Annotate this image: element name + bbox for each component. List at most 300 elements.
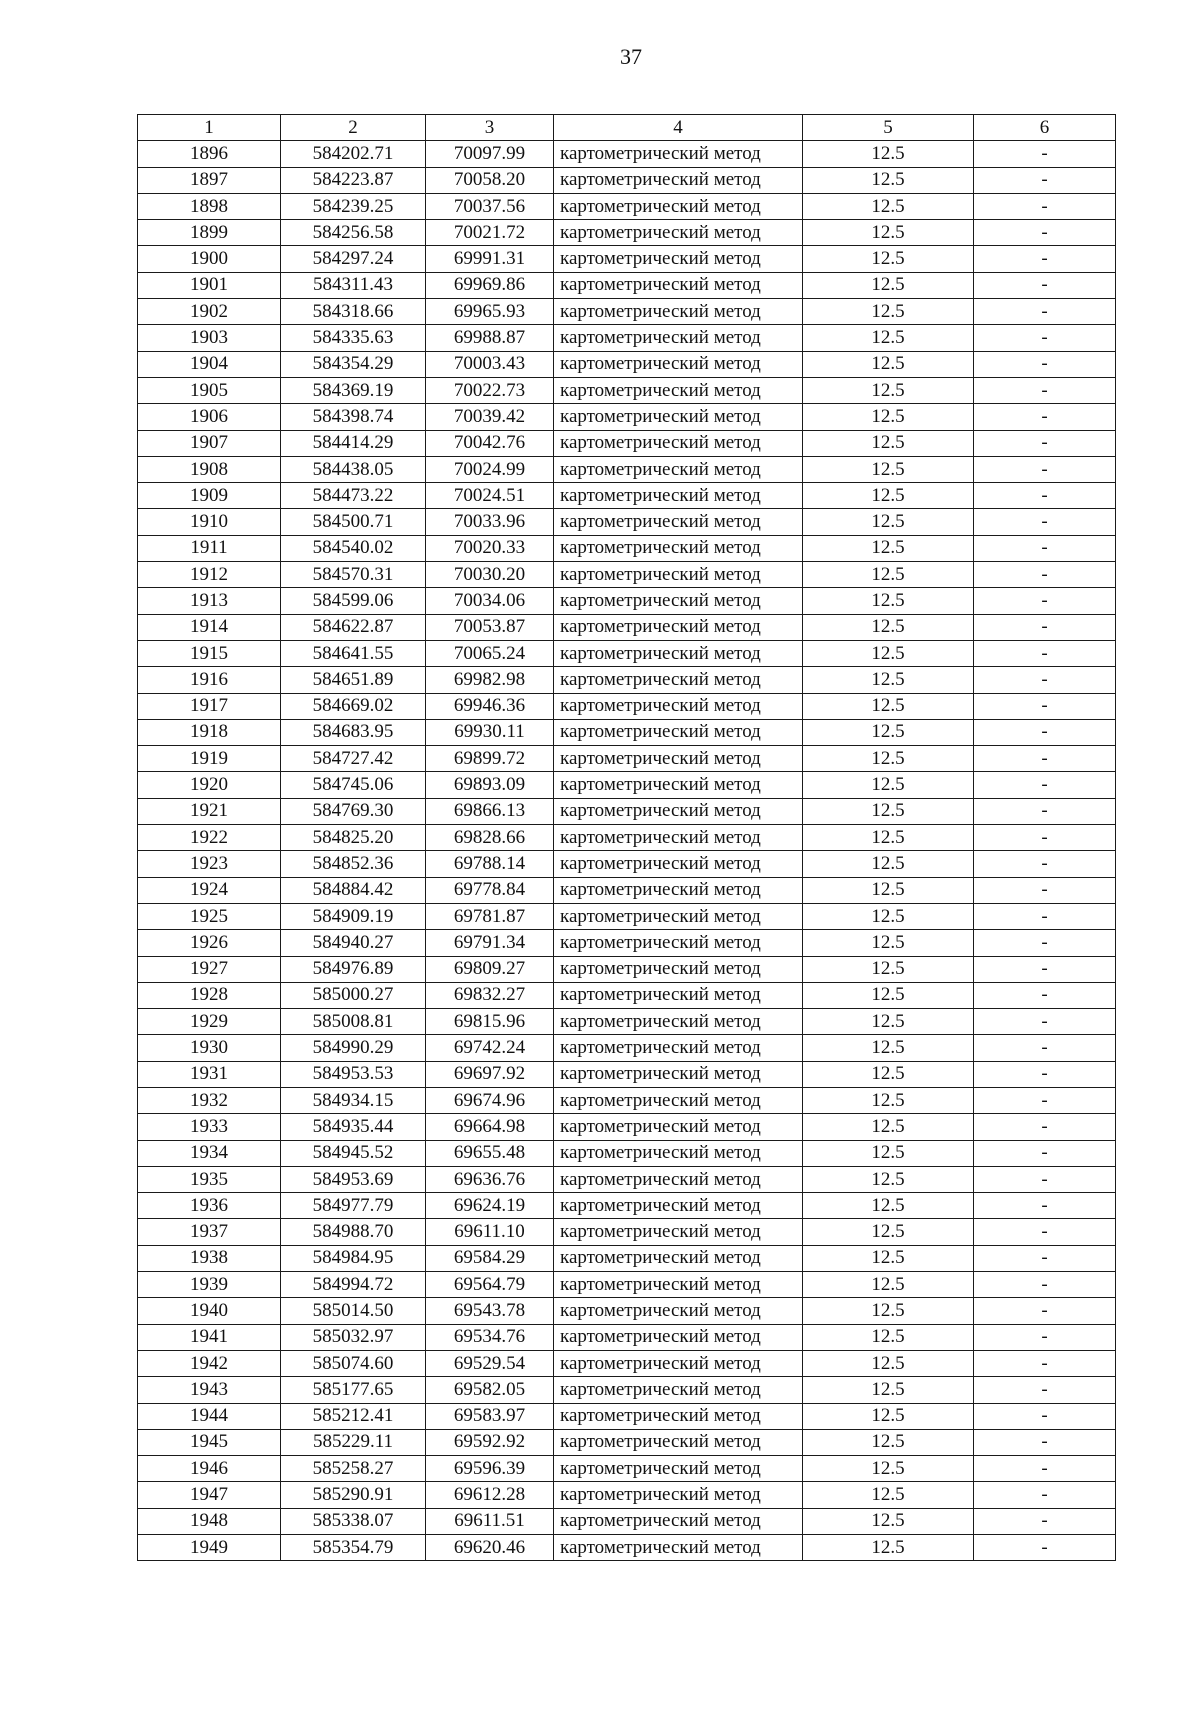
note-cell: - [974,509,1116,535]
note-cell: - [974,1061,1116,1087]
accuracy-cell: 12.5 [803,1009,974,1035]
y-coordinate-cell: 69899.72 [426,746,554,772]
accuracy-cell: 12.5 [803,509,974,535]
method-cell: картометрический метод [554,1245,803,1271]
method-cell: картометрический метод [554,1009,803,1035]
x-coordinate-cell: 585290.91 [281,1482,426,1508]
point-number-cell: 1916 [138,667,281,693]
note-cell: - [974,956,1116,982]
x-coordinate-cell: 584256.58 [281,220,426,246]
x-coordinate-cell: 584683.95 [281,719,426,745]
x-coordinate-cell: 584438.05 [281,456,426,482]
point-number-cell: 1949 [138,1535,281,1561]
note-cell: - [974,719,1116,745]
method-cell: картометрический метод [554,1482,803,1508]
point-number-cell: 1909 [138,483,281,509]
y-coordinate-cell: 70024.51 [426,483,554,509]
method-cell: картометрический метод [554,246,803,272]
accuracy-cell: 12.5 [803,272,974,298]
method-cell: картометрический метод [554,325,803,351]
point-number-cell: 1924 [138,877,281,903]
accuracy-cell: 12.5 [803,351,974,377]
x-coordinate-cell: 585354.79 [281,1535,426,1561]
point-number-cell: 1944 [138,1403,281,1429]
point-number-cell: 1938 [138,1245,281,1271]
table-row [138,456,1116,482]
note-cell: - [974,1508,1116,1534]
accuracy-cell: 12.5 [803,1350,974,1376]
method-cell: картометрический метод [554,1298,803,1324]
table-row [138,377,1116,403]
table-row [138,693,1116,719]
note-cell: - [974,1377,1116,1403]
x-coordinate-cell: 584935.44 [281,1114,426,1140]
y-coordinate-cell: 69655.48 [426,1140,554,1166]
point-number-cell: 1946 [138,1456,281,1482]
table-row [138,1166,1116,1192]
y-coordinate-cell: 69778.84 [426,877,554,903]
y-coordinate-cell: 70042.76 [426,430,554,456]
y-coordinate-cell: 70037.56 [426,193,554,219]
method-cell: картометрический метод [554,667,803,693]
table-row [138,851,1116,877]
point-number-cell: 1925 [138,903,281,929]
note-cell: - [974,1272,1116,1298]
table-row [138,220,1116,246]
y-coordinate-cell: 70034.06 [426,588,554,614]
method-cell: картометрический метод [554,1087,803,1113]
x-coordinate-cell: 584297.24 [281,246,426,272]
accuracy-cell: 12.5 [803,483,974,509]
note-cell: - [974,404,1116,430]
point-number-cell: 1913 [138,588,281,614]
x-coordinate-cell: 584669.02 [281,693,426,719]
x-coordinate-cell: 584500.71 [281,509,426,535]
point-number-cell: 1911 [138,535,281,561]
note-cell: - [974,1350,1116,1376]
table-row [138,1350,1116,1376]
table-row [138,588,1116,614]
x-coordinate-cell: 584641.55 [281,640,426,666]
accuracy-cell: 12.5 [803,1193,974,1219]
note-cell: - [974,772,1116,798]
accuracy-cell: 12.5 [803,1166,974,1192]
accuracy-cell: 12.5 [803,1061,974,1087]
y-coordinate-cell: 69791.34 [426,930,554,956]
point-number-cell: 1936 [138,1193,281,1219]
method-cell: картометрический метод [554,798,803,824]
point-number-cell: 1921 [138,798,281,824]
y-coordinate-cell: 69946.36 [426,693,554,719]
table-row [138,404,1116,430]
method-cell: картометрический метод [554,1508,803,1534]
point-number-cell: 1942 [138,1350,281,1376]
x-coordinate-cell: 584223.87 [281,167,426,193]
note-cell: - [974,1035,1116,1061]
x-coordinate-cell: 584769.30 [281,798,426,824]
accuracy-cell: 12.5 [803,220,974,246]
note-cell: - [974,272,1116,298]
accuracy-cell: 12.5 [803,667,974,693]
y-coordinate-cell: 69596.39 [426,1456,554,1482]
method-cell: картометрический метод [554,693,803,719]
y-coordinate-cell: 69788.14 [426,851,554,877]
point-number-cell: 1901 [138,272,281,298]
point-number-cell: 1905 [138,377,281,403]
y-coordinate-cell: 69697.92 [426,1061,554,1087]
y-coordinate-cell: 69564.79 [426,1272,554,1298]
point-number-cell: 1933 [138,1114,281,1140]
method-cell: картометрический метод [554,167,803,193]
point-number-cell: 1940 [138,1298,281,1324]
point-number-cell: 1931 [138,1061,281,1087]
x-coordinate-cell: 584994.72 [281,1272,426,1298]
point-number-cell: 1945 [138,1429,281,1455]
point-number-cell: 1898 [138,193,281,219]
accuracy-cell: 12.5 [803,851,974,877]
note-cell: - [974,746,1116,772]
x-coordinate-cell: 584599.06 [281,588,426,614]
table-row [138,1245,1116,1271]
accuracy-cell: 12.5 [803,1087,974,1113]
note-cell: - [974,903,1116,929]
point-number-cell: 1923 [138,851,281,877]
point-number-cell: 1927 [138,956,281,982]
table-row [138,1061,1116,1087]
method-cell: картометрический метод [554,1456,803,1482]
method-cell: картометрический метод [554,588,803,614]
accuracy-cell: 12.5 [803,404,974,430]
x-coordinate-cell: 584953.53 [281,1061,426,1087]
x-coordinate-cell: 585014.50 [281,1298,426,1324]
x-coordinate-cell: 584318.66 [281,299,426,325]
point-number-cell: 1918 [138,719,281,745]
x-coordinate-cell: 585074.60 [281,1350,426,1376]
method-cell: картометрический метод [554,1535,803,1561]
accuracy-cell: 12.5 [803,614,974,640]
y-coordinate-cell: 69815.96 [426,1009,554,1035]
method-cell: картометрический метод [554,877,803,903]
point-number-cell: 1943 [138,1377,281,1403]
table-row [138,430,1116,456]
point-number-cell: 1904 [138,351,281,377]
method-cell: картометрический метод [554,930,803,956]
point-number-cell: 1906 [138,404,281,430]
accuracy-cell: 12.5 [803,1298,974,1324]
method-cell: картометрический метод [554,903,803,929]
point-number-cell: 1896 [138,141,281,167]
x-coordinate-cell: 584953.69 [281,1166,426,1192]
accuracy-cell: 12.5 [803,956,974,982]
accuracy-cell: 12.5 [803,535,974,561]
table-row [138,1324,1116,1350]
accuracy-cell: 12.5 [803,1535,974,1561]
x-coordinate-cell: 584934.15 [281,1087,426,1113]
note-cell: - [974,614,1116,640]
accuracy-cell: 12.5 [803,588,974,614]
y-coordinate-cell: 69624.19 [426,1193,554,1219]
x-coordinate-cell: 584988.70 [281,1219,426,1245]
method-cell: картометрический метод [554,956,803,982]
method-cell: картометрический метод [554,1114,803,1140]
y-coordinate-cell: 69582.05 [426,1377,554,1403]
accuracy-cell: 12.5 [803,377,974,403]
note-cell: - [974,1456,1116,1482]
accuracy-cell: 12.5 [803,1219,974,1245]
header-cell: 2 [281,115,426,141]
table-row [138,1087,1116,1113]
note-cell: - [974,246,1116,272]
table-row [138,1035,1116,1061]
method-cell: картометрический метод [554,351,803,377]
point-number-cell: 1897 [138,167,281,193]
table-row [138,141,1116,167]
point-number-cell: 1935 [138,1166,281,1192]
note-cell: - [974,351,1116,377]
note-cell: - [974,1535,1116,1561]
x-coordinate-cell: 584414.29 [281,430,426,456]
note-cell: - [974,588,1116,614]
method-cell: картометрический метод [554,509,803,535]
accuracy-cell: 12.5 [803,1245,974,1271]
accuracy-cell: 12.5 [803,693,974,719]
x-coordinate-cell: 584884.42 [281,877,426,903]
method-cell: картометрический метод [554,299,803,325]
note-cell: - [974,693,1116,719]
y-coordinate-cell: 69991.31 [426,246,554,272]
note-cell: - [974,667,1116,693]
accuracy-cell: 12.5 [803,1456,974,1482]
y-coordinate-cell: 70097.99 [426,141,554,167]
point-number-cell: 1930 [138,1035,281,1061]
header-cell: 3 [426,115,554,141]
table-row [138,667,1116,693]
note-cell: - [974,798,1116,824]
method-cell: картометрический метод [554,272,803,298]
table-row [138,930,1116,956]
table-body [138,141,1116,1561]
y-coordinate-cell: 70022.73 [426,377,554,403]
point-number-cell: 1899 [138,220,281,246]
y-coordinate-cell: 69664.98 [426,1114,554,1140]
table-row [138,1140,1116,1166]
header-row [138,115,1116,141]
table-row [138,825,1116,851]
table-row [138,1298,1116,1324]
note-cell: - [974,193,1116,219]
accuracy-cell: 12.5 [803,640,974,666]
note-cell: - [974,640,1116,666]
point-number-cell: 1903 [138,325,281,351]
point-number-cell: 1914 [138,614,281,640]
page-number: 37 [620,44,642,69]
x-coordinate-cell: 585000.27 [281,982,426,1008]
method-cell: картометрический метод [554,772,803,798]
table-row [138,903,1116,929]
table-row [138,1114,1116,1140]
method-cell: картометрический метод [554,193,803,219]
note-cell: - [974,1245,1116,1271]
accuracy-cell: 12.5 [803,1403,974,1429]
table-row [138,1482,1116,1508]
point-number-cell: 1926 [138,930,281,956]
y-coordinate-cell: 70003.43 [426,351,554,377]
x-coordinate-cell: 584852.36 [281,851,426,877]
method-cell: картометрический метод [554,1272,803,1298]
y-coordinate-cell: 69893.09 [426,772,554,798]
x-coordinate-cell: 584651.89 [281,667,426,693]
accuracy-cell: 12.5 [803,193,974,219]
note-cell: - [974,1403,1116,1429]
accuracy-cell: 12.5 [803,772,974,798]
accuracy-cell: 12.5 [803,141,974,167]
note-cell: - [974,1324,1116,1350]
point-number-cell: 1934 [138,1140,281,1166]
accuracy-cell: 12.5 [803,903,974,929]
method-cell: картометрический метод [554,430,803,456]
table-row [138,1535,1116,1561]
table-row [138,1508,1116,1534]
point-number-cell: 1947 [138,1482,281,1508]
note-cell: - [974,562,1116,588]
note-cell: - [974,141,1116,167]
point-number-cell: 1948 [138,1508,281,1534]
y-coordinate-cell: 69611.51 [426,1508,554,1534]
point-number-cell: 1910 [138,509,281,535]
y-coordinate-cell: 70033.96 [426,509,554,535]
accuracy-cell: 12.5 [803,1482,974,1508]
table-row [138,246,1116,272]
y-coordinate-cell: 69612.28 [426,1482,554,1508]
point-number-cell: 1917 [138,693,281,719]
x-coordinate-cell: 584239.25 [281,193,426,219]
table-row [138,877,1116,903]
x-coordinate-cell: 584727.42 [281,746,426,772]
method-cell: картометрический метод [554,719,803,745]
note-cell: - [974,1298,1116,1324]
y-coordinate-cell: 70030.20 [426,562,554,588]
note-cell: - [974,167,1116,193]
table-row [138,640,1116,666]
point-number-cell: 1915 [138,640,281,666]
accuracy-cell: 12.5 [803,719,974,745]
y-coordinate-cell: 69969.86 [426,272,554,298]
x-coordinate-cell: 584976.89 [281,956,426,982]
x-coordinate-cell: 584354.29 [281,351,426,377]
note-cell: - [974,982,1116,1008]
note-cell: - [974,377,1116,403]
note-cell: - [974,483,1116,509]
accuracy-cell: 12.5 [803,1140,974,1166]
y-coordinate-cell: 70053.87 [426,614,554,640]
y-coordinate-cell: 70039.42 [426,404,554,430]
table-row [138,956,1116,982]
y-coordinate-cell: 69529.54 [426,1350,554,1376]
point-number-cell: 1937 [138,1219,281,1245]
y-coordinate-cell: 69583.97 [426,1403,554,1429]
accuracy-cell: 12.5 [803,1114,974,1140]
table-row [138,772,1116,798]
method-cell: картометрический метод [554,1350,803,1376]
y-coordinate-cell: 69781.87 [426,903,554,929]
table-row [138,562,1116,588]
point-number-cell: 1919 [138,746,281,772]
method-cell: картометрический метод [554,1166,803,1192]
point-number-cell: 1912 [138,562,281,588]
table-row [138,614,1116,640]
method-cell: картометрический метод [554,141,803,167]
method-cell: картометрический метод [554,851,803,877]
note-cell: - [974,825,1116,851]
accuracy-cell: 12.5 [803,167,974,193]
accuracy-cell: 12.5 [803,456,974,482]
x-coordinate-cell: 585212.41 [281,1403,426,1429]
table-row [138,1219,1116,1245]
x-coordinate-cell: 585338.07 [281,1508,426,1534]
note-cell: - [974,325,1116,351]
y-coordinate-cell: 69674.96 [426,1087,554,1113]
y-coordinate-cell: 70021.72 [426,220,554,246]
note-cell: - [974,1166,1116,1192]
point-number-cell: 1900 [138,246,281,272]
table-row [138,1193,1116,1219]
accuracy-cell: 12.5 [803,1508,974,1534]
y-coordinate-cell: 70020.33 [426,535,554,561]
point-number-cell: 1907 [138,430,281,456]
method-cell: картометрический метод [554,220,803,246]
x-coordinate-cell: 584540.02 [281,535,426,561]
x-coordinate-cell: 584984.95 [281,1245,426,1271]
note-cell: - [974,299,1116,325]
y-coordinate-cell: 69965.93 [426,299,554,325]
x-coordinate-cell: 585032.97 [281,1324,426,1350]
method-cell: картометрический метод [554,562,803,588]
note-cell: - [974,456,1116,482]
note-cell: - [974,1114,1116,1140]
accuracy-cell: 12.5 [803,798,974,824]
method-cell: картометрический метод [554,982,803,1008]
x-coordinate-cell: 584940.27 [281,930,426,956]
accuracy-cell: 12.5 [803,299,974,325]
method-cell: картометрический метод [554,1429,803,1455]
header-cell: 6 [974,115,1116,141]
method-cell: картометрический метод [554,535,803,561]
y-coordinate-cell: 69543.78 [426,1298,554,1324]
y-coordinate-cell: 69866.13 [426,798,554,824]
accuracy-cell: 12.5 [803,746,974,772]
accuracy-cell: 12.5 [803,1035,974,1061]
accuracy-cell: 12.5 [803,825,974,851]
method-cell: картометрический метод [554,1140,803,1166]
table-row [138,746,1116,772]
method-cell: картометрический метод [554,614,803,640]
note-cell: - [974,851,1116,877]
table-row [138,483,1116,509]
method-cell: картометрический метод [554,825,803,851]
x-coordinate-cell: 584945.52 [281,1140,426,1166]
method-cell: картометрический метод [554,746,803,772]
table-row [138,1272,1116,1298]
x-coordinate-cell: 584909.19 [281,903,426,929]
note-cell: - [974,930,1116,956]
x-coordinate-cell: 584977.79 [281,1193,426,1219]
method-cell: картометрический метод [554,483,803,509]
x-coordinate-cell: 584202.71 [281,141,426,167]
point-number-cell: 1920 [138,772,281,798]
note-cell: - [974,877,1116,903]
note-cell: - [974,1193,1116,1219]
accuracy-cell: 12.5 [803,877,974,903]
